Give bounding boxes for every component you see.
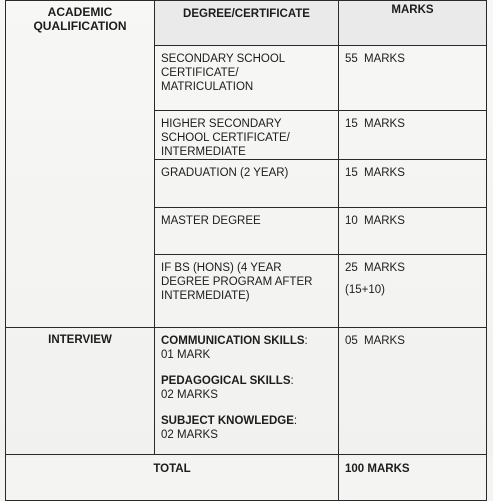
total-label-cell [6, 455, 339, 501]
skill-item: COMMUNICATION SKILLS: 01 MARK [161, 335, 308, 361]
marks-cell [339, 208, 487, 255]
total-marks: 100 MARKS [345, 463, 410, 475]
interview-skills-cell [155, 328, 339, 455]
marks-cell [339, 111, 487, 160]
marks-cell [339, 160, 487, 208]
degree-header-label: DEGREE/CERTIFICATE [183, 8, 310, 20]
skill-detail: 02 MARKS [161, 429, 218, 441]
marks-header-label: MARKS [391, 4, 434, 16]
total-marks-cell [339, 455, 487, 501]
marks-text: 10 MARKS [345, 215, 405, 227]
degree-text: IF BS (HONS) (4 YEAR DEGREE PROGRAM AFTER INTERMEDIATE) [161, 262, 313, 302]
degree-cell [155, 255, 339, 328]
degree-cell [155, 208, 339, 255]
marks-text: 25 MARKS [345, 262, 405, 274]
skill-name: PEDAGOGICAL SKILLS [161, 375, 291, 387]
skill-name: COMMUNICATION SKILLS [161, 335, 305, 347]
interview-row [6, 328, 487, 455]
degree-text: HIGHER SECONDARY SCHOOL CERTIFICATE/ INTERMEDIATE [161, 118, 290, 158]
marks-table [5, 0, 487, 501]
interview-label-cell [6, 328, 155, 455]
skill-item: PEDAGOGICAL SKILLS: 02 MARKS [161, 375, 294, 401]
degree-header-cell [155, 1, 339, 46]
marks-text: 15 MARKS [345, 167, 405, 179]
marks-cell [339, 46, 487, 111]
marks-text: 55 MARKS [345, 53, 405, 65]
marks-text: 05 MARKS [345, 335, 405, 347]
academic-qualification-label: ACADEMIC QUALIFICATION [33, 5, 127, 33]
marks-text: 15 MARKS [345, 118, 405, 130]
header-row [6, 1, 487, 46]
total-label: TOTAL [153, 463, 191, 475]
degree-cell [155, 46, 339, 111]
degree-text: GRADUATION (2 YEAR) [161, 167, 289, 179]
marks-cell [339, 255, 487, 328]
skill-detail: 02 MARKS [161, 389, 218, 401]
interview-label: INTERVIEW [48, 334, 112, 346]
total-row [6, 455, 487, 501]
interview-marks-cell [339, 328, 487, 455]
marks-header-cell [339, 1, 487, 46]
degree-cell [155, 160, 339, 208]
skill-detail: 01 MARK [161, 349, 211, 361]
skill-name: SUBJECT KNOWLEDGE [161, 415, 294, 427]
sub-marks-text: (15+10) [345, 284, 385, 296]
degree-cell [155, 111, 339, 160]
degree-text: SECONDARY SCHOOL CERTIFICATE/ MATRICULATION [161, 53, 285, 93]
skill-item: SUBJECT KNOWLEDGE: 02 MARKS [161, 415, 298, 441]
academic-qualification-cell [6, 1, 155, 328]
degree-text: MASTER DEGREE [161, 215, 261, 227]
